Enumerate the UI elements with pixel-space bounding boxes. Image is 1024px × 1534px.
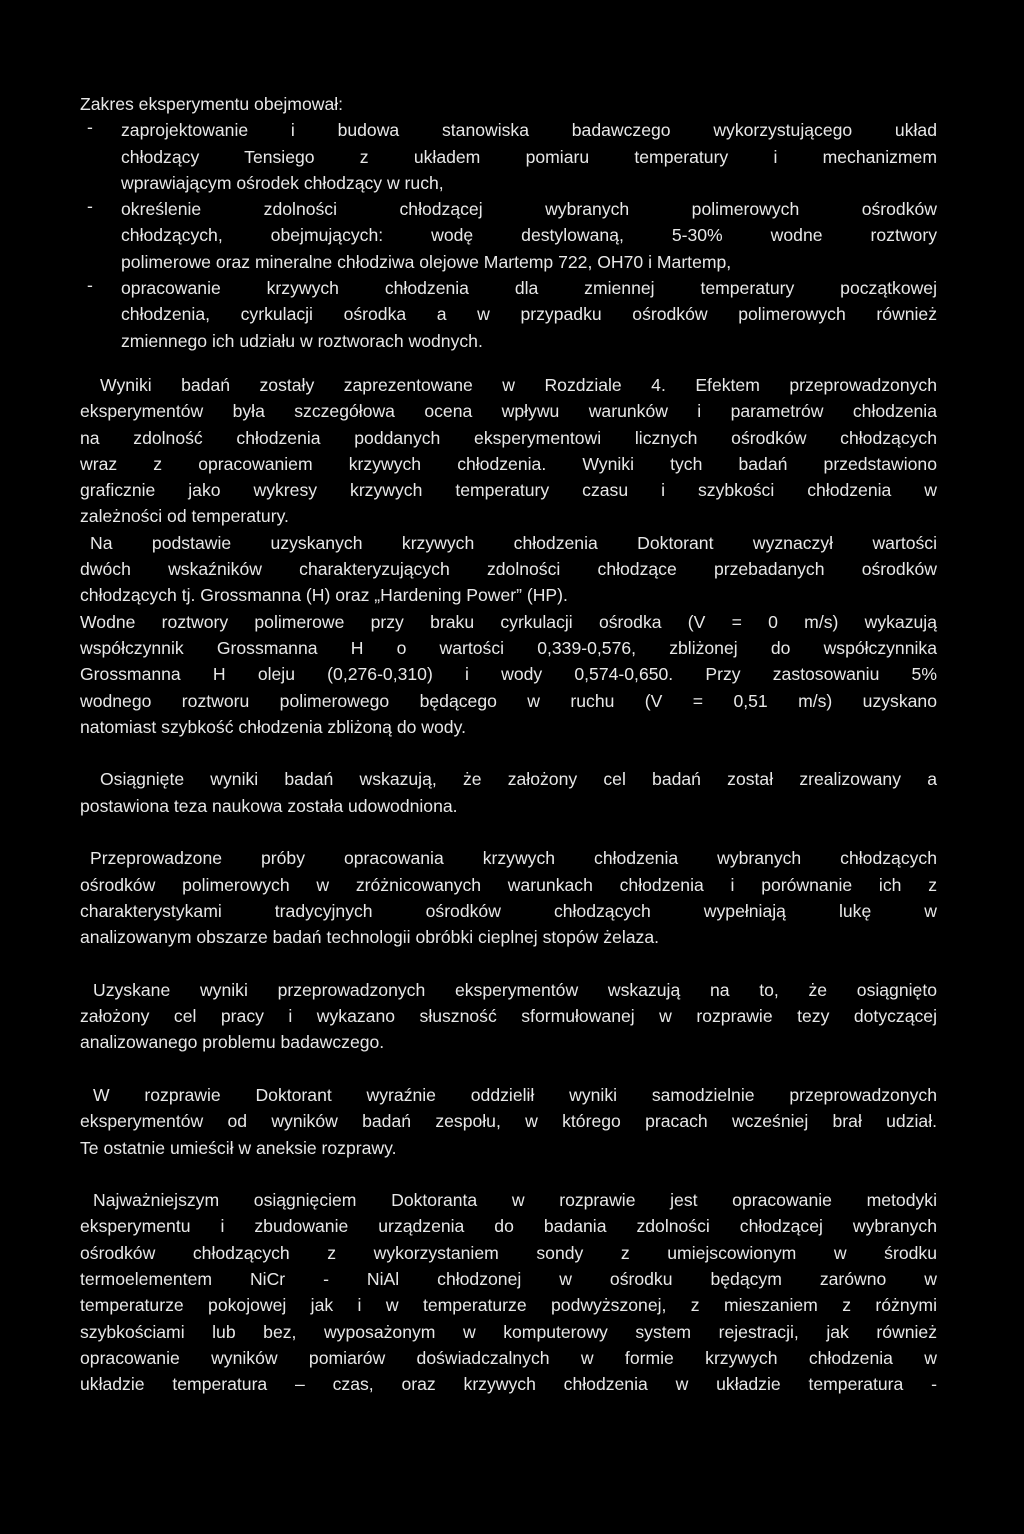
text-line: charakterystykami tradycyjnych ośrodków chłodzących wypełniają lukę w bbox=[80, 900, 937, 921]
paragraph-trials bbox=[80, 845, 937, 950]
list-item bbox=[80, 117, 937, 196]
list-item bbox=[80, 275, 937, 354]
paragraph-obtained bbox=[80, 977, 937, 1056]
text-line: graficznie jako wykresy krzywych temperatury czasu i szybkości chłodzenia w bbox=[80, 480, 937, 501]
paragraph-separation bbox=[80, 1082, 937, 1161]
text-line: Wyniki badań zostały zaprezentowane w Rozdziale 4. Efektem przeprowadzonych bbox=[100, 374, 937, 395]
list-item bbox=[80, 196, 937, 275]
text-line: opracowanie wyników pomiarów doświadczalnych w formie krzywych chłodzenia w bbox=[80, 1347, 937, 1368]
paragraph-goal bbox=[80, 766, 937, 819]
text-line: wraz z opracowaniem krzywych chłodzenia. Wyniki tych badań przedstawiono bbox=[80, 453, 937, 474]
text-line: postawiona teza naukowa została udowodniona. bbox=[80, 795, 458, 816]
text-line: zmiennego ich udziału w roztworach wodnych. bbox=[121, 330, 483, 351]
text-line: Grossmanna H oleju (0,276-0,310) i wody 0,574-0,650. Przy zastosowaniu 5% bbox=[80, 664, 937, 685]
text-line: termoelementem NiCr - NiAl chłodzonej w ośrodku będącym zarówno w bbox=[80, 1269, 937, 1290]
text-line: określenie zdolności chłodzącej wybranych polimerowych ośrodków bbox=[121, 199, 937, 220]
text-line: opracowanie krzywych chłodzenia dla zmiennej temperatury początkowej bbox=[121, 278, 937, 299]
paragraph-results bbox=[80, 372, 937, 530]
text-line: analizowanego problemu badawczego. bbox=[80, 1032, 385, 1053]
text-line: eksperymentów była szczegółowa ocena wpływu warunków i parametrów chłodzenia bbox=[80, 401, 937, 422]
text-line: ośrodków chłodzących z wykorzystaniem sondy z umiejscowionym w środku bbox=[80, 1242, 937, 1263]
text-line: chłodzących, obejmujących: wodę destylowaną, 5-30% wodne roztwory bbox=[121, 225, 937, 246]
text-line: zaprojektowanie i budowa stanowiska badawczego wykorzystującego układ bbox=[121, 120, 937, 141]
document-page bbox=[80, 91, 937, 1398]
intro-line: Zakres eksperymentu obejmował: bbox=[80, 94, 344, 114]
text-line: układzie temperatura – czas, oraz krzywych chłodzenia w układzie temperatura - bbox=[80, 1374, 937, 1395]
text-line: Najważniejszym osiągnięciem Doktoranta w rozprawie jest opracowanie metodyki bbox=[93, 1190, 937, 1211]
text-line: wodnego roztworu polimerowego będącego w ruchu (V = 0,51 m/s) uzyskano bbox=[80, 690, 937, 711]
text-line: natomiast szybkość chłodzenia zbliżoną do wody. bbox=[80, 716, 466, 737]
text-line: zależności od temperatury. bbox=[80, 506, 289, 527]
list-marker: - bbox=[87, 117, 93, 138]
text-line: chłodzący Tensiego z układem pomiaru temperatury i mechanizmem bbox=[121, 146, 937, 167]
text-line: eksperymentu i zbudowanie urządzenia do badania zdolności chłodzącej wybranych bbox=[80, 1216, 937, 1237]
text-line: W rozprawie Doktorant wyraźnie oddzielił wyniki samodzielnie przeprowadzonych bbox=[93, 1084, 937, 1105]
text-line: szybkościami lub bez, wyposażonym w komputerowy system rejestracji, jak również bbox=[80, 1321, 937, 1342]
text-line: Wodne roztwory polimerowe przy braku cyrkulacji ośrodka (V = 0 m/s) wykazują bbox=[80, 611, 937, 632]
text-line: polimerowe oraz mineralne chłodziwa olejowe Martemp 722, OH70 i Martemp, bbox=[121, 251, 732, 272]
text-line: Te ostatnie umieścił w aneksie rozprawy. bbox=[80, 1137, 397, 1158]
text-line: założony cel pracy i wykazano słuszność sformułowanej w rozprawie tezy dotyczącej bbox=[80, 1006, 937, 1027]
text-line: chłodzenia, cyrkulacji ośrodka a w przypadku ośrodków polimerowych również bbox=[121, 304, 937, 325]
text-line: na zdolność chłodzenia poddanych eksperymentowi licznych ośrodków chłodzących bbox=[80, 427, 937, 448]
paragraph-water bbox=[80, 609, 937, 740]
text-line: analizowanym obszarze badań technologii obróbki cieplnej stopów żelaza. bbox=[80, 927, 659, 948]
list-marker: - bbox=[87, 196, 93, 217]
text-line: eksperymentów od wyników badań zespołu, w którego pracach wcześniej brał udział. bbox=[80, 1111, 937, 1132]
list-marker: - bbox=[87, 275, 93, 296]
text-line: Osiągnięte wyniki badań wskazują, że założony cel badań został zrealizowany a bbox=[100, 769, 937, 790]
text-line: Przeprowadzone próby opracowania krzywych chłodzenia wybranych chłodzących bbox=[90, 848, 937, 869]
text-line: dwóch wskaźników charakteryzujących zdolności chłodzące przebadanych ośrodków bbox=[80, 559, 937, 580]
text-line: współczynnik Grossmanna H o wartości 0,339-0,576, zbliżonej do współczynnika bbox=[80, 637, 937, 658]
paragraph-achievement bbox=[80, 1187, 937, 1397]
text-line: Uzyskane wyniki przeprowadzonych eksperymentów wskazują na to, że osiągnięto bbox=[93, 979, 937, 1000]
text-line: ośrodków polimerowych w zróżnicowanych warunkach chłodzenia i porównanie ich z bbox=[80, 874, 937, 895]
text-line: temperaturze pokojowej jak i w temperaturze podwyższonej, z mieszaniem z różnymi bbox=[80, 1295, 937, 1316]
paragraph-indicators bbox=[80, 530, 937, 609]
text-line: Na podstawie uzyskanych krzywych chłodzenia Doktorant wyznaczył wartości bbox=[90, 532, 937, 553]
text-line: wprawiającym ośrodek chłodzący w ruch, bbox=[121, 172, 444, 193]
text-line: chłodzących tj. Grossmanna (H) oraz „Hardening Power” (HP). bbox=[80, 585, 568, 606]
